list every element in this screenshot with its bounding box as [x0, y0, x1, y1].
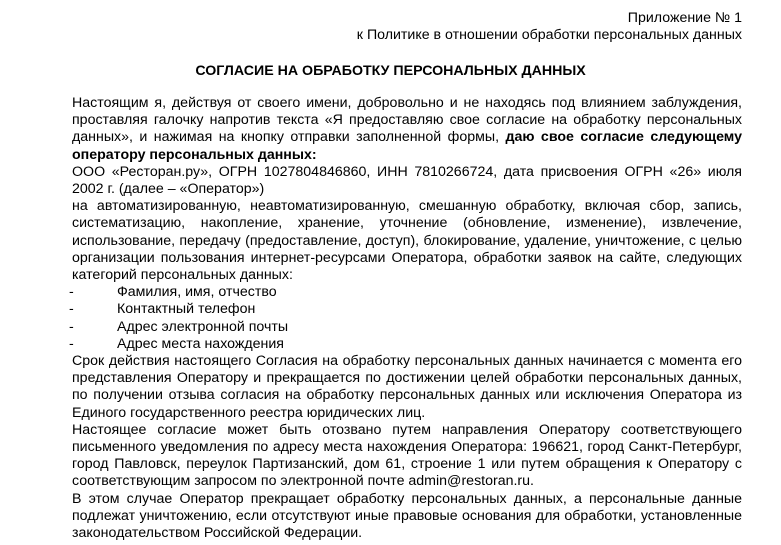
list-dash: - — [69, 335, 74, 352]
intro-text: Настоящим я, действуя от своего имени, добровольно и не находясь под влиянием заблуждения, проставляя галочку напротив текста «Я предоставляю свое согласие на обработку персональных данных», и нажимая на кнопку отправки заполненной формы, — [72, 95, 742, 146]
intro-paragraph — [72, 95, 742, 164]
list-item — [69, 284, 742, 301]
list-dash: - — [69, 318, 74, 335]
operator-details: ООО «Ресторан.ру», ОГРН 1027804846860, ИНН 7810266724, дата присвоения ОГРН «26» июля 2002 г. (далее – «Оператор») — [72, 163, 742, 198]
data-categories-list — [69, 284, 742, 353]
list-item — [69, 318, 742, 336]
list-dash: - — [69, 284, 74, 301]
appendix-subtitle: к Политике в отношении обработки персональных данных — [356, 27, 742, 43]
intro-bold-text: даю свое согласие следующему оператору персональных данных: — [72, 129, 742, 163]
list-item-text: Фамилия, имя, отчество — [117, 284, 277, 301]
list-dash: - — [69, 301, 74, 318]
list-item-text: Контактный телефон — [117, 301, 256, 318]
term-paragraph: Срок действия настоящего Согласия на обработку персональных данных начинается с момента его представления Оператору и прекращается по достижении целей обработки персональных данных, по получении отзыва согласия на обработку персональных данных или исключения Оператора из Единого государственного реестра юридических лиц. — [72, 352, 742, 421]
processing-paragraph: на автоматизированную, неавтоматизированную, смешанную обработку, включая сбор, запись, систематизацию, накопление, хранение, уточнение (обновление, изменение), извлечение, использование, передачу (предоставление, доступ), блокирование, удаление, уничтожение, с целью организации пользования интернет-ресурсами Оператора, обработки заявок на сайте, следующих категорий персональных данных: — [72, 198, 742, 284]
list-item — [69, 335, 742, 353]
list-item-text: Адрес места нахождения — [117, 335, 284, 352]
document-title: СОГЛАСИЕ НА ОБРАБОТКУ ПЕРСОНАЛЬНЫХ ДАННЫХ — [195, 63, 586, 79]
termination-paragraph: В этом случае Оператор прекращает обработку персональных данных, а персональные данные подлежат уничтожению, если отсутствуют иные правовые основания для обработки, установленные законодательством Российской Федерации. — [72, 490, 742, 542]
appendix-title: Приложение № 1 — [627, 10, 742, 26]
list-item — [69, 301, 742, 318]
revocation-paragraph: Настоящее согласие может быть отозвано путем направления Оператору соответствующего письменного уведомления по адресу места нахождения Оператора: 196621, город Санкт-Петербург, город Павловск, переулок Партизанский, дом 61, строение 1 или путем обращения к Оператору с соответствующим запросом по электронной почте admin@restoran.ru. — [72, 421, 742, 490]
document-body — [69, 95, 742, 542]
list-item-text: Адрес электронной почты — [117, 318, 289, 335]
